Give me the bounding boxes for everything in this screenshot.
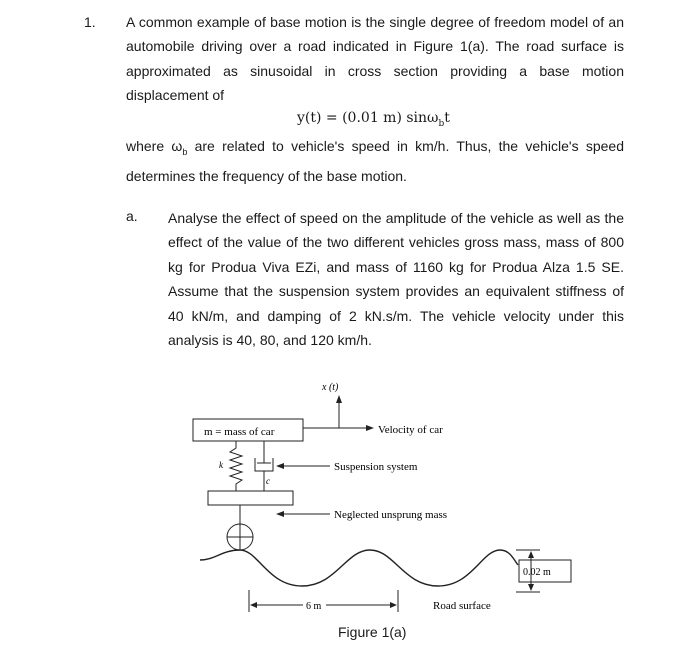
part-a-label: a. [126, 208, 138, 224]
mass-label: m = mass of car [204, 426, 275, 438]
road-label: Road surface [433, 600, 491, 612]
damper-label: c [266, 476, 270, 486]
velocity-label: Velocity of car [378, 424, 443, 436]
where-subscript: b [182, 146, 188, 157]
spring [230, 441, 242, 491]
spring-label: k [219, 460, 223, 470]
where-post: are related to vehicle's speed in km/h. Thus, the vehicle's speed determines the frequency of the base motion. [126, 138, 624, 185]
unsprung-label: Neglected unsprung mass [334, 509, 448, 521]
question-intro: A common example of base motion is the single degree of freedom model of an automobile driving over a road indicated in Figure 1(a). The road surface is approximated as sinusoidal in cross section providing a base motion displacement of [126, 14, 624, 104]
where-pre: where ω [126, 138, 183, 154]
displacement-label: x (t) [322, 382, 339, 393]
amplitude-label: 0.02 m [523, 567, 551, 578]
figure-caption: Figure 1(a) [338, 624, 407, 640]
question-number: 1. [84, 14, 96, 30]
equation-end: t [444, 110, 450, 126]
suspension-label: Suspension system [334, 461, 418, 473]
part-a-text: Analyse the effect of speed on the amplitude of the vehicle as well as the effect of the value of the two different vehicles gross mass, mass of 800 kg for Produa Viva EZi, and mass of 1160 kg for Produa Alza 1.5 SE. Assume that the suspension system provides an equivalent stiffness of 40 kN/m, and damping of 2 kN.s/m. The vehicle velocity under this analysis is 40, 80, and 120 km/h. [168, 210, 624, 349]
wavelength-label: 6 m [306, 601, 322, 612]
displacement-arrowhead [336, 395, 342, 403]
road-surface-curve [200, 550, 518, 586]
unsprung-plate [208, 491, 293, 505]
velocity-arrowhead [366, 425, 374, 431]
equation-subscript: b [438, 118, 445, 129]
equation-main: y(t) = (0.01 m) sinω [297, 110, 439, 126]
